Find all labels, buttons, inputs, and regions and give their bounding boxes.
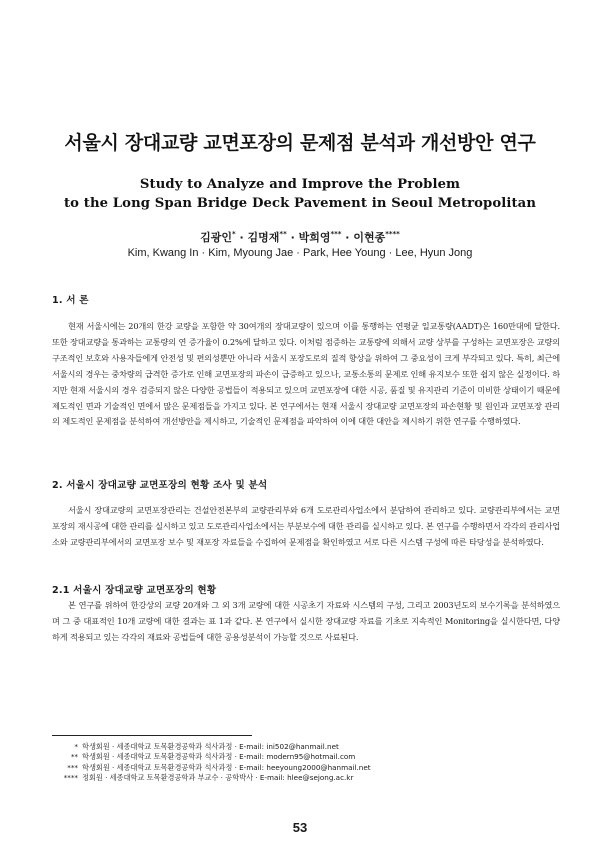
subsection-body-status (52, 598, 560, 646)
author-mark: **** (385, 230, 400, 238)
footnote-text: 학생회원 · 세종대학교 토목환경공학과 석사과정 · E-mail: ini502@hanmail.net (82, 742, 339, 751)
author-name: 김명재 (247, 231, 280, 244)
author-mark: *** (330, 230, 342, 238)
subsection-heading-status: 2.1 서울시 장대교량 교면포장의 현황 (52, 585, 217, 596)
footnote-mark: *** (67, 762, 78, 772)
footnotes (60, 742, 530, 784)
authors-korean (0, 229, 600, 245)
authors-english: Kim, Kwang In · Kim, Myoung Jae · Park, Hee Young · Lee, Hyun Jong (127, 247, 473, 259)
author-separator: · (341, 231, 354, 244)
author-mark: ** (279, 230, 287, 238)
paragraph-text: 서울시 장대교량의 교면포장관리는 건설안전본부의 교량관리부와 6개 도로관리사업소에서 분담하여 관리하고 있다. 교량관리부에서는 교면포장의 재시공에 대한 관리를 실시하고 있고 도로관리사업소에서는 부분보수에 대한 관리를 실시하고 있다. 본 연구를 수행하면서 각각의 관리사업소와 교량관리부에서의 교면포장 보수 및 재포장 자료들을 수집하여 문제점을 확인하였고 서로 다른 시스템 구성에 따른 타당성을 분석하였다. (52, 505, 560, 547)
footnote (60, 773, 530, 783)
section-heading-introduction: 1. 서 론 (52, 295, 89, 306)
page-number: 53 (292, 820, 308, 835)
footnote-mark: ** (70, 752, 78, 762)
author-separator: · (286, 231, 299, 244)
paragraph-text: 본 연구를 위하여 한강상의 교량 20개와 그 외 3개 교량에 대한 시공초기 자료와 시스템의 구성, 그리고 2003년도의 보수기록을 분석하였으며 그 중 대표적인 10개 교량에 대한 결과는 표 1과 같다. 본 연구에서 실시한 장대교량 자료를 기초로 지속적인 Monitoring을 실시한다면, 다양하게 적용되고 있는 각각의 재료와 공법들에 대한 공용성분석이 가능할 것으로 사료된다. (52, 600, 560, 642)
footnote-text: 학생회원 · 세종대학교 토목환경공학과 석사과정 · E-mail: modern95@hotmail.com (82, 752, 356, 762)
title-korean: 서울시 장대교량 교면포장의 문제점 분석과 개선방안 연구 (64, 132, 536, 154)
footnote (60, 763, 530, 773)
footnote-mark: * (74, 742, 78, 751)
title-english-line-2: to the Long Span Bridge Deck Pavement in Seoul Metropolitan (63, 196, 537, 211)
footnote-rule (52, 735, 252, 736)
footnote (60, 752, 530, 762)
footnote-text: 정회원 · 세종대학교 토목환경공학과 부교수 · 공학박사 · E-mail: hlee@sejong.ac.kr (82, 773, 354, 783)
section-body-introduction (52, 319, 560, 430)
author-name: 이현종 (353, 231, 386, 244)
author-name: 김광인 (200, 231, 233, 244)
author-mark: * (232, 230, 236, 238)
footnote (60, 742, 530, 752)
paragraph-text: 현재 서울시에는 20개의 한강 교량을 포함한 약 30여개의 장대교량이 있으며 이를 통행하는 연평균 일교통량(AADT)은 160만대에 달한다. 또한 장대교량을 통과하는 교통량의 연 증가율이 0.2%에 달하고 있다. 이처럼 점증하는 교통량에 의해서 교량 상부를 구성하는 교면포장은 교량의 구조적인 보호와 사용자들에게 안전성 및 편의성뿐만 아니라 서울시 포장도로의 질적 향상을 위하여 그 중요성이 크게 부각되고 있다. 특히, 최근에 서울시의 경우는 중차량의 급격한 증가로 인해 교면포장의 파손이 급증하고 있으나, 교통소통의 문제로 인해 유지보수 또한 쉽지 않은 실정이다. 하지만 현재 서울시의 경우 검증되지 않은 다양한 공법들이 적용되고 있으며 교면포장에 대한 시공, 품질 및 유지관리 기준이 미비한 상태이기 때문에 제도적인 면과 기술적인 면에서 많은 문제점들을 가지고 있다. 본 연구에서는 현재 서울시 장대교량 교면포장의 파손현황 및 원인과 교면포장 관리의 제도적인 문제점을 분석하여 개선방안을 제시하고, 기술적인 문제점을 파악하여 이에 대한 대안을 제시하기 위한 연구를 수행하였다. (52, 321, 560, 427)
title-english-line-1: Study to Analyze and Improve the Problem (139, 177, 461, 192)
author-separator: · (235, 231, 248, 244)
section-heading-survey: 2. 서울시 장대교량 교면포장의 현황 조사 및 분석 (52, 480, 268, 491)
section-body-survey (52, 503, 560, 551)
footnote-text: 학생회원 · 세종대학교 토목환경공학과 석사과정 · E-mail: heeyoung2000@hanmail.net (82, 762, 371, 772)
footnote-mark: **** (63, 773, 78, 783)
author-name: 박희영 (298, 231, 331, 244)
